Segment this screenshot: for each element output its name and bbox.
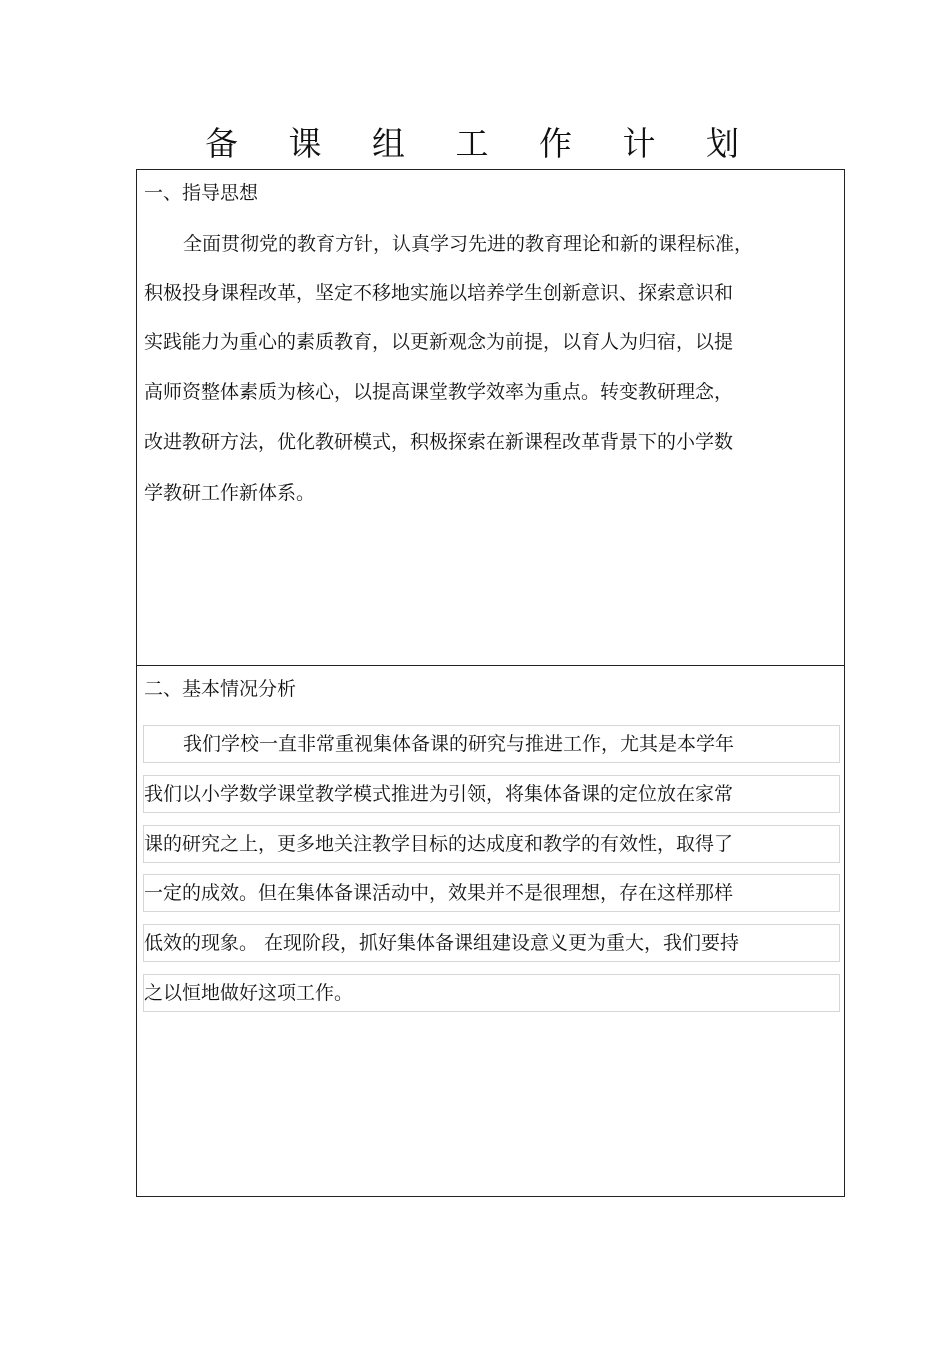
paragraph-line: 全面贯彻党的教育方针，认真学习先进的教育理论和新的课程标准， bbox=[183, 233, 754, 255]
paragraph-line-text: 低效的现象。 在现阶段，抓好集体备课组建设意义更为重大，我们要持 bbox=[144, 932, 740, 954]
section-situation-analysis bbox=[137, 666, 844, 1196]
section-heading: 一、指导思想 bbox=[144, 182, 259, 204]
paragraph-line: 学教研工作新体系。 bbox=[144, 482, 316, 504]
paragraph-line bbox=[143, 725, 840, 763]
paragraph-line-text: 一定的成效。但在集体备课活动中，效果并不是很理想，存在这样那样 bbox=[144, 882, 734, 904]
paragraph-line-text: 课的研究之上，更多地关注教学目标的达成度和教学的有效性，取得了 bbox=[144, 833, 734, 855]
section-guiding-ideology bbox=[137, 170, 844, 666]
plan-table bbox=[136, 169, 845, 1197]
paragraph-line bbox=[143, 775, 840, 813]
paragraph-line bbox=[143, 825, 840, 863]
paragraph-line: 实践能力为重心的素质教育，以更新观念为前提，以育人为归宿，以提 bbox=[144, 331, 734, 353]
paragraph-line-text: 我们以小学数学课堂教学模式推进为引领，将集体备课的定位放在家常 bbox=[144, 783, 734, 805]
paragraph-line: 高师资整体素质为核心，以提高课堂教学效率为重点。转变教研理念， bbox=[144, 381, 734, 403]
paragraph-line: 改进教研方法，优化教研模式，积极探索在新课程改革背景下的小学数 bbox=[144, 431, 734, 453]
page-title: 备 课 组 工 作 计 划 bbox=[205, 124, 759, 163]
paragraph-line bbox=[143, 874, 840, 912]
paragraph-line bbox=[143, 924, 840, 962]
paragraph-line-text: 之以恒地做好这项工作。 bbox=[144, 982, 354, 1004]
section-heading: 二、基本情况分析 bbox=[144, 678, 297, 700]
paragraph-line bbox=[143, 974, 840, 1012]
paragraph-line: 积极投身课程改革，坚定不移地实施以培养学生创新意识、探索意识和 bbox=[144, 282, 734, 304]
paragraph-line-text: 我们学校一直非常重视集体备课的研究与推进工作，尤其是本学年 bbox=[183, 733, 735, 755]
